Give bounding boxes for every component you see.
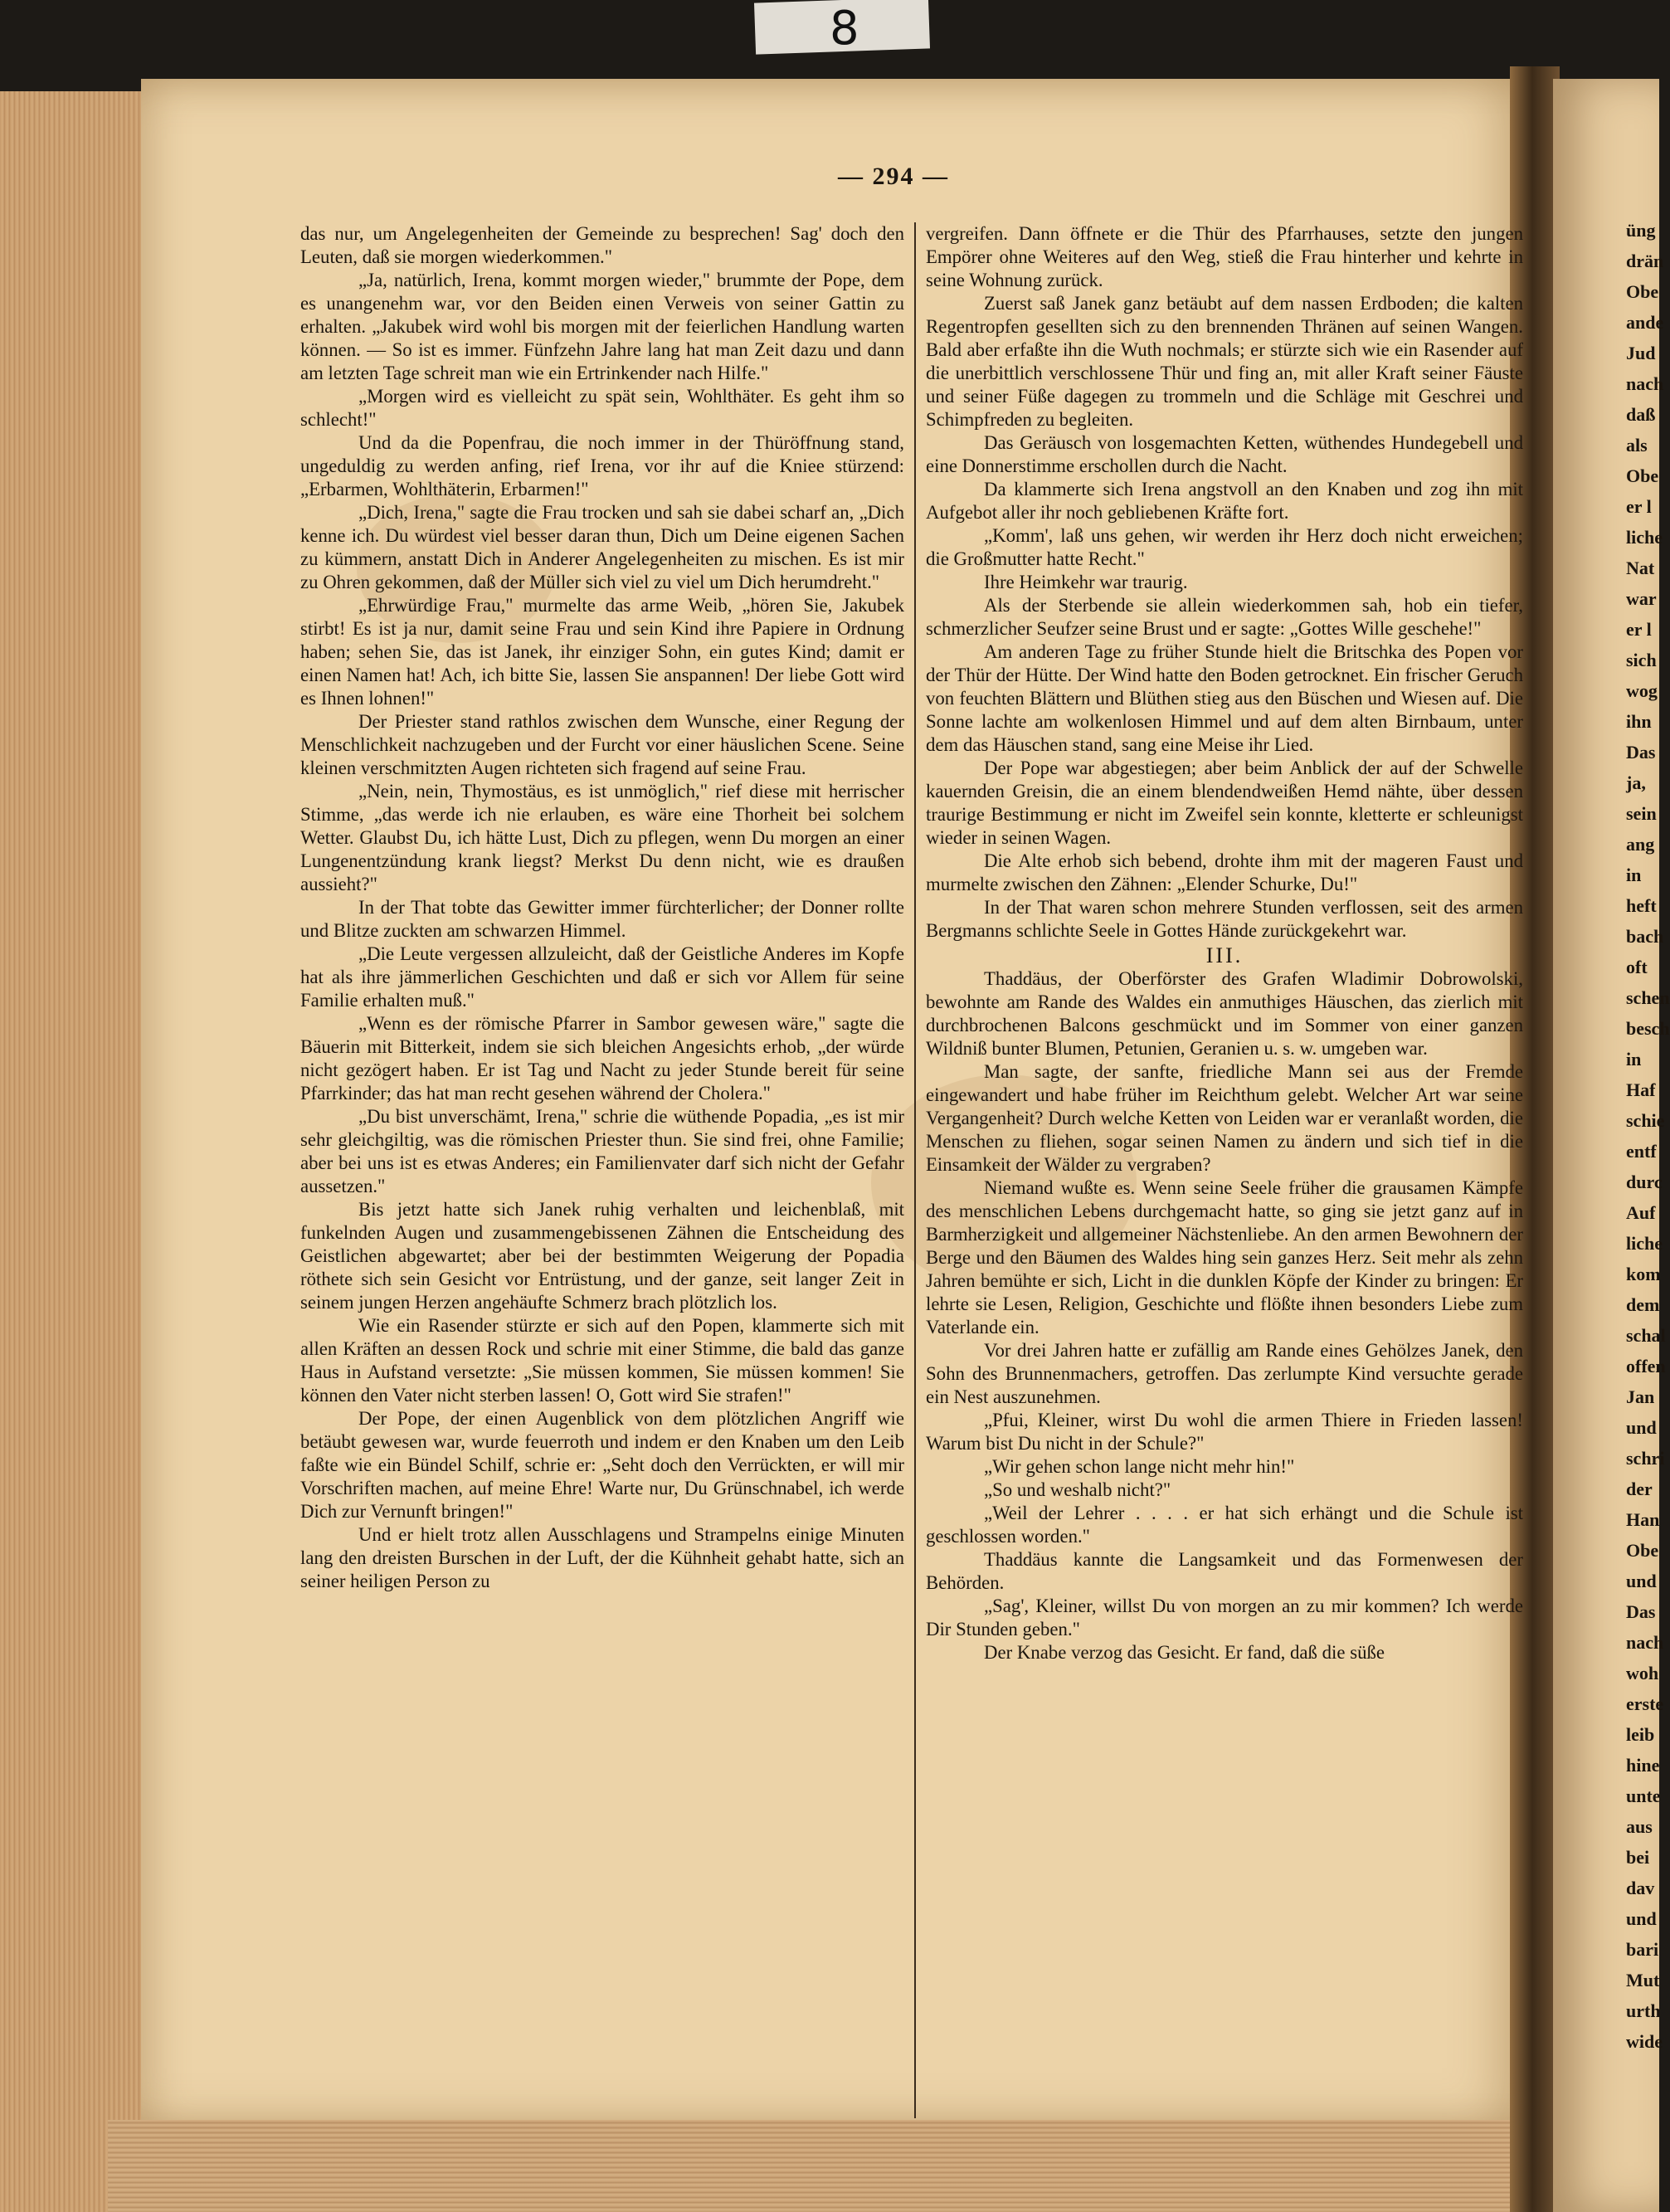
page-number: — 294 — [838,163,949,190]
facing-page-fragment: Obe [1626,1540,1659,1561]
facing-page-fragment: ihn [1626,711,1652,732]
facing-page-fragment: und [1626,1908,1657,1929]
paragraph: vergreifen. Dann öffnete er die Thür des Pfarrhauses, setzte den jungen Empörer ohne Weiteres auf den Weg, stieß die Frau hinterher und kehrte in seine Wohnung zurück. [926,223,1523,290]
facing-page-fragment: schen [1626,987,1670,1008]
facing-page-fragment: Obe [1626,281,1659,302]
paragraph: Vor drei Jahren hatte er zufällig am Rande eines Gehölzes Janek, den Sohn des Brunnenmachers, getroffen. Das zerlumpte Kind versuchte gerade ein Nest auszunehmen. [926,1340,1523,1407]
paragraph: „So und weshalb nicht?" [984,1479,1171,1500]
facing-page-fragment: Jud [1626,343,1656,363]
left-text-column [300,222,904,1593]
paragraph: Der Pope war abgestiegen; aber beim Anblick der auf der Schwelle kauernden Greisin, die an einem blendendweißen Hemd nähte, über dessen traurige Bestimmung er nicht im Zweifel sein konnte, kletterte er schleunigst wieder in seinen Wagen. [926,758,1523,848]
paragraph: Thaddäus kannte die Langsamkeit und das Formenwesen der Behörden. [926,1549,1523,1593]
paragraph: Wie ein Rasender stürzte er sich auf den Popen, klammerte sich mit allen Kräften an dessen Rock und schrie mit einer Stimme, die bald das ganze Haus in Aufstand versetzte: „Sie müssen kommen, Sie müssen kommen! Sie können den Vater nicht sterben lassen! O, Gott wird Sie strafen!" [300,1315,904,1406]
facing-page-fragment: dav [1626,1878,1655,1898]
facing-page-fragment: Haf [1626,1079,1656,1100]
paragraph: „Du bist unverschämt, Irena," schrie die wüthende Popadia, „es ist mir sehr gleichgiltig, was die römischen Priester thun. Sie sind frei, ohne Familie; aber bei uns ist es etwas Anderes; ein Familienvater darf sich nicht der Gefahr aussetzen." [300,1106,904,1196]
facing-page-fragment: oft [1626,957,1648,977]
facing-page-fragment: der [1626,1479,1653,1499]
column-divider [914,222,916,2118]
paragraph: Thaddäus, der Oberförster des Grafen Wladimir Dobrowolski, bewohnte am Rande des Waldes ein anmuthiges Häuschen, das zierlich mit durchbrochenen Balcons geschmückt und im Sommer von einer ganzen Wildniß bunter Blumen, Petunien, Geranien u. s. w. umgeben war. [926,968,1523,1059]
facing-page-fragment: Das [1626,1601,1656,1622]
facing-page-fragment: nach [1626,1632,1664,1653]
facing-page-fragment: er l [1626,619,1652,640]
paragraph: „Dich, Irena," sagte die Frau trocken und sah sie dabei scharf an, „Dich kenne ich. Du würdest viel besser daran thun, Dich um Deine eigenen Sachen zu kümmern, anstatt Dich in Anderer Angelegenheiten zu mischen. Es ist mir zu Ohren gekommen, daß der Müller sich viel zu viel um Dich herumdreht." [300,502,904,592]
facing-page-fragment: liche [1626,527,1663,548]
facing-page-fragment: wog [1626,680,1658,701]
facing-page-fragment: bari [1626,1939,1659,1960]
paragraph: Der Knabe verzog das Gesicht. Er fand, daß die süße [984,1642,1385,1663]
paragraph: Ihre Heimkehr war traurig. [984,572,1188,592]
paragraph: „Wir gehen schon lange nicht mehr hin!" [984,1456,1295,1477]
book-page-edges [0,91,141,2212]
paragraph: „Morgen wird es vielleicht zu spät sein, Wohlthäter. Es geht ihm so schlecht!" [300,386,904,430]
facing-page-fragment: schal [1626,1325,1666,1346]
facing-page-fragment: drän [1626,251,1664,271]
facing-page-fragment: sich [1626,650,1657,670]
paragraph: „Pfui, Kleiner, wirst Du wohl die armen Thiere in Frieden lassen! Warum bist Du nicht in der Schule?" [926,1410,1523,1454]
paragraph: Man sagte, der sanfte, friedliche Mann sei aus der Fremde eingewandert und habe früher im Reichthum gelebt. Welcher Art war seine Vergangenheit? Durch welche Ketten von Leiden war er veranlaßt worden, die Menschen zu fliehen, sogar seinen Namen zu ändern und sich tief in die Einsamkeit der Wälder zu vergraben? [926,1061,1523,1175]
right-text-column [926,222,1523,1664]
facing-page-fragment: daß [1626,404,1656,425]
facing-page-fragment: dem [1626,1294,1660,1315]
facing-page-fragment: nach [1626,373,1664,394]
facing-page-fragment: ja, [1626,772,1646,793]
paragraph: Und er hielt trotz allen Ausschlagens und Strampelns einige Minuten lang den dreisten Burschen in der Luft, der die Kühnheit gehabt hatte, sich an seiner heiligen Person zu [300,1524,904,1591]
paragraph: „Komm', laß uns gehen, wir werden ihr Herz doch nicht erweichen; die Großmutter hatte Recht." [926,525,1523,569]
facing-page-fragment: unte [1626,1786,1661,1806]
paragraph: Da klammerte sich Irena angstvoll an den Knaben und zog ihn mit Aufgebot aller ihr noch gebliebenen Kräfte fort. [926,479,1523,523]
paragraph: „Sag', Kleiner, willst Du von morgen an zu mir kommen? Ich werde Dir Stunden geben." [926,1596,1523,1640]
paragraph: das nur, um Angelegenheiten der Gemeinde zu besprechen! Sag' doch den Leuten, daß sie morgen wiederkommen." [300,223,904,267]
facing-page-fragment: kom [1626,1264,1661,1284]
paragraph: Der Pope, der einen Augenblick von dem plötzlichen Angriff wie betäubt gewesen war, wurde feuerroth und indem er den Knaben um den Leib faßte wie ein Bündel Schilf, schrie er: „Seht doch den Verrückten, er will mir Vorschriften machen, auf meine Ehre! Warte nur, Du Grünschnabel, ich werde Dich zur Vernunft bringen!" [300,1408,904,1522]
facing-page-fragment: Das [1626,742,1656,763]
paragraph: „Ehrwürdige Frau," murmelte das arme Weib, „hören Sie, Jakubek stirbt! Es ist ja nur, damit seine Frau und sein Kind ihre Papiere in Ordnung haben; sehen Sie, das ist Janek, ihr einziger Sohn, ein gutes Kind; damit er einen Namen hat! Ach, ich bitte Sie, lassen Sie anspannen! Der liebe Gott wird es Ihnen lohnen!" [300,595,904,709]
paragraph: Am anderen Tage zu früher Stunde hielt die Britschka des Popen vor der Thür der Hütte. Der Wind hatte den Boden getrocknet. Ein frischer Geruch von feuchten Blättern und Blüthen stieg aus den Büschen und Wiesen auf. Die Sonne lachte am wolkenlosen Himmel und auf dem alten Birnbaum, unter dem das Häuschen stand, sang eine Meise ihr Lied. [926,641,1523,755]
facing-page-fragment: heft [1626,895,1657,916]
facing-page-fragment: Obe [1626,465,1659,486]
facing-page-fragment: urth [1626,2000,1661,2021]
paragraph: Der Priester stand rathlos zwischen dem Wunsche, einer Regung der Menschlichkeit nachzugeben und der Furcht vor einer häuslichen Scene. Seine kleinen verschmitzten Augen richteten sich fragend auf seine Frau. [300,711,904,778]
facing-page-fragment: üng [1626,220,1656,241]
paragraph: Das Geräusch von losgemachten Ketten, wüthendes Hundegebell und eine Donnerstimme erschollen durch die Nacht. [926,432,1523,476]
facing-page-fragment: Han [1626,1509,1660,1530]
paragraph: „Die Leute vergessen allzuleicht, daß der Geistliche Anderes im Kopfe hat als ihre jämmerlichen Geschichten und daß er sich vor Allem für seine Familie erhalten muß." [300,943,904,1011]
facing-page-fragment: erste [1626,1693,1664,1714]
facing-page-fragment: in [1626,865,1642,885]
facing-page-fragment: leib [1626,1724,1655,1745]
facing-page [1553,79,1670,2212]
paragraph: Die Alte erhob sich bebend, drohte ihm mit der mageren Faust und murmelte zwischen den Zähnen: „Elender Schurke, Du!" [926,850,1523,894]
facing-page-fragment: hine [1626,1755,1660,1776]
facing-page-fragment: aus [1626,1816,1653,1837]
facing-page-fragment: war [1626,588,1657,609]
section-heading: III. [1205,943,1244,967]
facing-page-fragment: woh [1626,1663,1659,1683]
facing-page-fragment: und [1626,1571,1657,1591]
facing-page-fragment: Mut [1626,1970,1660,1990]
facing-page-fragment: entf [1626,1141,1657,1162]
paragraph: Niemand wußte es. Wenn seine Seele früher die grausamen Kämpfe des menschlichen Lebens durchgemacht hatte, so ging sie jetzt ganz auf in Barmherzigkeit und allgemeiner Nächstenliebe. An den armen Bewohnern der Berge und den Bäumen des Waldes hing sein ganzes Herz. Seit mehr als zehn Jahren bemühte er sich, Licht in die dunklen Köpfe der Kinder zu bringen: Er lehrte sie Lesen, Religion, Geschichte und flößte ihnen besonders Liebe zum Vaterlande ein. [926,1177,1523,1337]
facing-page-fragment: liche [1626,1233,1663,1254]
facing-page-fragment: offen [1626,1356,1666,1376]
paragraph: „Weil der Lehrer . . . . er hat sich erhängt und die Schule ist geschlossen worden." [926,1503,1523,1547]
paragraph: „Ja, natürlich, Irena, kommt morgen wieder," brummte der Pope, dem es unangenehm war, vor den Beiden einen Verweis von seiner Gattin zu erhalten. „Jakubek wird wohl bis morgen mit der feierlichen Handlung warten können. — So ist es immer. Fünfzehn Jahre lang hat man Zeit dazu und dann am letzten Tage schreit man wie ein Ertrinkender nach Hilfe." [300,270,904,383]
facing-page-fragment: ande [1626,312,1664,333]
facing-page-fragment: wide [1626,2031,1663,2052]
paragraph: „Wenn es der römische Pfarrer in Sambor gewesen wäre," sagte die Bäuerin mit Bitterkeit, indem sie sich bleichen Angesichts erhob, „der würde nicht gezögert haben. Er ist Tag und Nacht zu jeder Stunde bereit für seine Pfarrkinder; das hat man recht gesehen während der Cholera." [300,1013,904,1104]
paragraph: Bis jetzt hatte sich Janek ruhig verhalten und leichenblaß, mit funkelnden Augen und zusammengebissenen Zähnen die Entscheidung des Geistlichen abgewartet; aber bei der bestimmten Weigerung der Popadia röthete sich sein Gesicht vor Entrüstung, und der ganze, seit langer Zeit in seinem jungen Herzen angehäufte Schmerz brach plötzlich los. [300,1199,904,1313]
facing-page-fragment: bach [1626,926,1664,947]
paragraph: In der That tobte das Gewitter immer fürchterlicher; der Donner rollte und Blitze zuckten am schwarzen Himmel. [300,897,904,941]
facing-page-fragment: schri [1626,1448,1665,1469]
facing-page-fragment: ang [1626,834,1655,855]
facing-page-fragment: als [1626,435,1648,456]
facing-page-fragment: Jan [1626,1386,1655,1407]
paragraph: Und da die Popenfrau, die noch immer in der Thüröffnung stand, ungeduldig zu werden anfing, rief Irena, vor ihr auf die Kniee stürzend: „Erbarmen, Wohlthäterin, Erbarmen!" [300,432,904,499]
facing-page-fragment: und [1626,1417,1657,1438]
facing-page-fragment: besch [1626,1018,1670,1039]
paragraph: „Nein, nein, Thymostäus, es ist unmöglich," rief diese mit herrischer Stimme, „das werde ich nie erlauben, es wäre eine Thorheit bei solchem Wetter. Glaubst Du, ich hätte Lust, Dich zu pflegen, wenn Du morgen an einer Lungenentzündung krank liegst? Merkst Du denn nicht, wie es draußen aussieht?" [300,781,904,894]
facing-page-fragment: sein [1626,803,1657,824]
facing-page-fragment: er l [1626,496,1652,517]
facing-page-fragment: Auf [1626,1202,1656,1223]
paragraph: Als der Sterbende sie allein wiederkommen sah, hob ein tiefer, schmerzlicher Seufzer seine Brust und er sagte: „Gottes Wille geschehe!" [926,595,1523,639]
book-bottom-edges [108,2120,1535,2212]
facing-page-fragment: schie [1626,1110,1665,1131]
paragraph: Zuerst saß Janek ganz betäubt auf dem nassen Erdboden; die kalten Regentropfen gesellten sich zu den brennenden Thränen auf seinen Wangen. Bald aber erfaßte ihn die Wuth nochmals; er stürzte sich wie ein Rasender auf die unerbittlich verschlossene Thür und fing an, mit aller Kraft seiner Fäuste und seiner Füße dagegen zu trommeln und die Schläge mit Geschrei und Schimpfreden zu begleiten. [926,293,1523,430]
facing-page-fragment: in [1626,1049,1642,1069]
paragraph: In der That waren schon mehrere Stunden verflossen, seit des armen Bergmanns schlichte Seele in Gottes Hände zurückgekehrt war. [926,897,1523,941]
facing-page-fragment: durc [1626,1172,1663,1192]
tape-marking: 8 [830,2,859,56]
facing-page-fragment: bei [1626,1847,1650,1868]
facing-page-fragment: Nat [1626,558,1655,578]
